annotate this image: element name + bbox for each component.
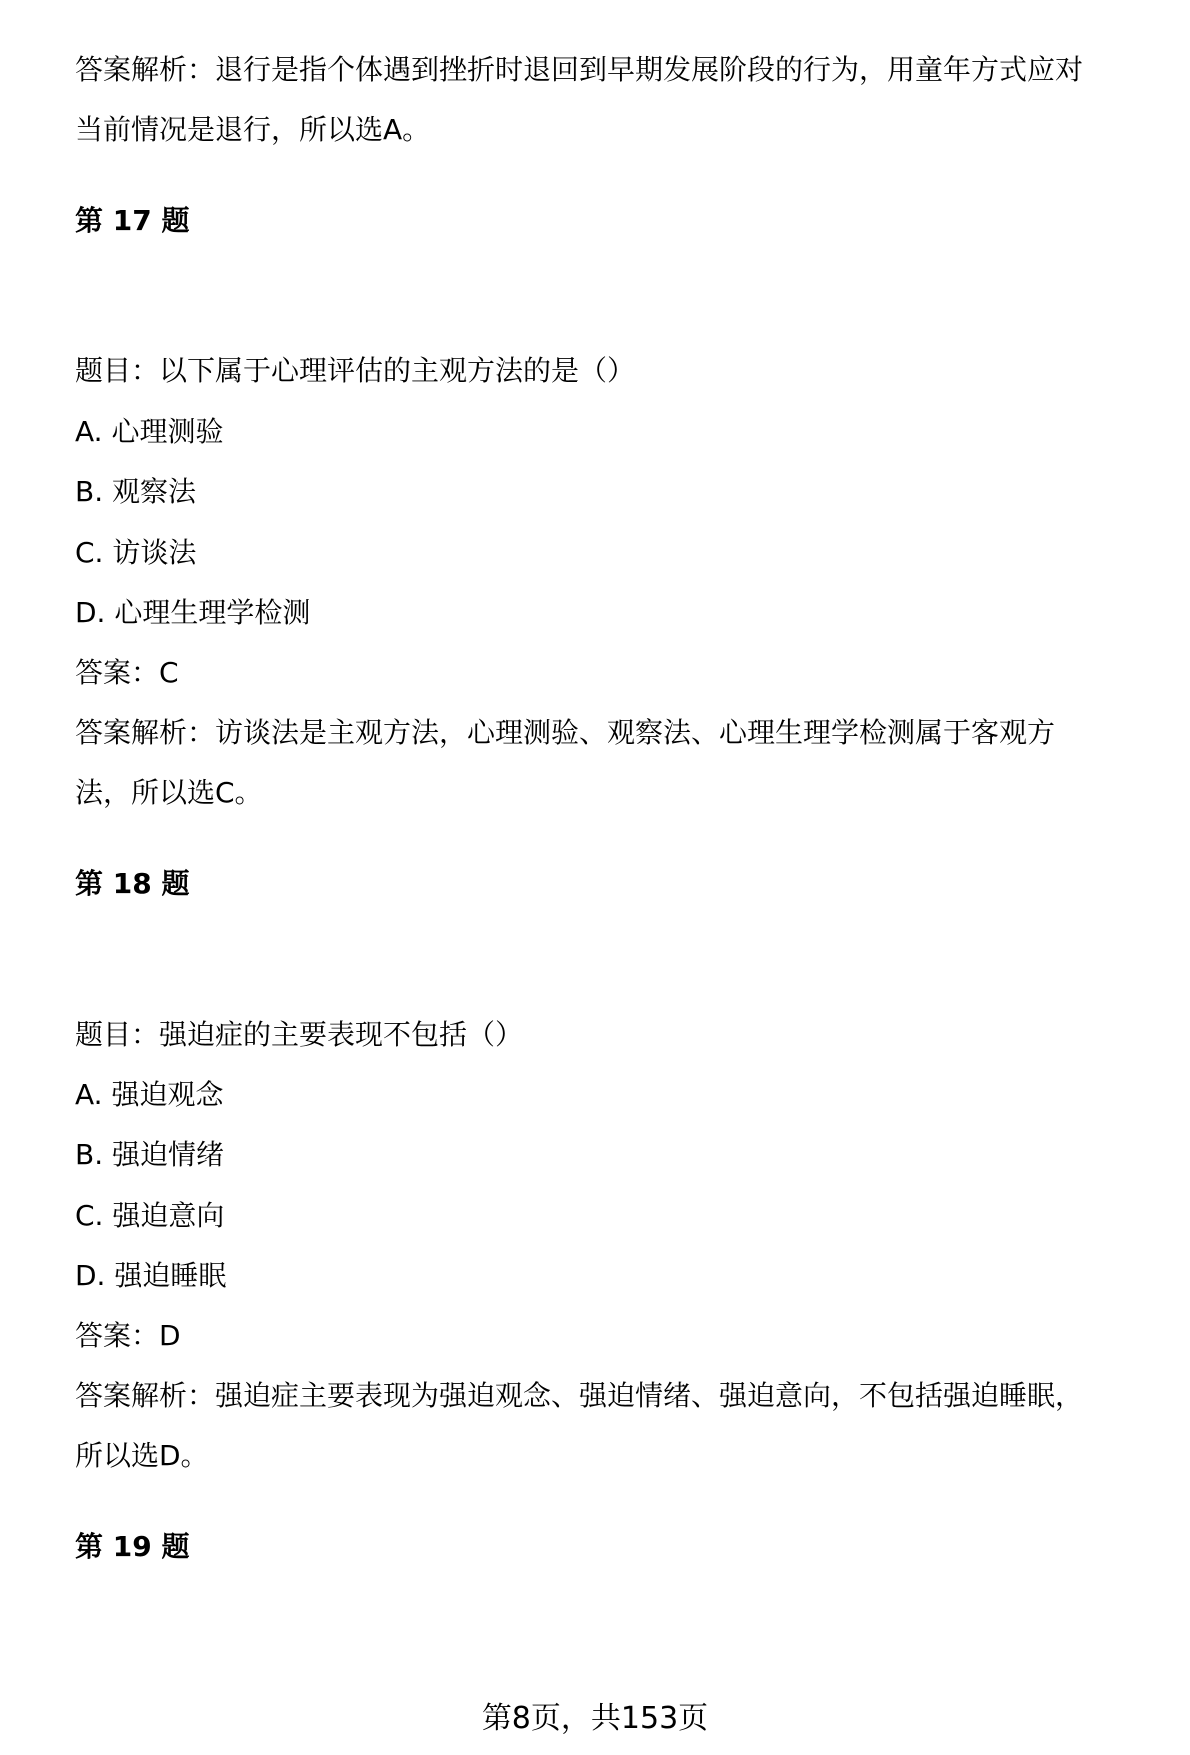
option-d: D. 强迫睡眠	[75, 1259, 227, 1292]
explanation-text: 答案解析：强迫症主要表现为强迫观念、强迫情绪、强迫意向，不包括强迫睡眠，	[75, 1379, 1084, 1412]
explanation-text: 当前情况是退行，所以选A。	[75, 113, 431, 146]
explanation-text: 所以选D。	[75, 1439, 209, 1472]
question-stem: 题目：强迫症的主要表现不包括（）	[75, 1018, 524, 1051]
option-b: B. 观察法	[75, 475, 197, 508]
option-c: C. 访谈法	[75, 536, 197, 569]
explanation-text: 法，所以选C。	[75, 776, 263, 809]
question-heading: 第 19 题	[75, 1530, 190, 1563]
option-c: C. 强迫意向	[75, 1199, 225, 1232]
question-heading: 第 17 题	[75, 204, 190, 237]
question-heading: 第 18 题	[75, 867, 190, 900]
option-b: B. 强迫情绪	[75, 1138, 225, 1171]
option-a: A. 强迫观念	[75, 1078, 224, 1111]
option-d: D. 心理生理学检测	[75, 596, 311, 629]
explanation-text: 答案解析：访谈法是主观方法，心理测验、观察法、心理生理学检测属于客观方	[75, 716, 1056, 749]
page-indicator: 第8页，共153页	[481, 1701, 709, 1736]
question-stem: 题目：以下属于心理评估的主观方法的是（）	[75, 354, 636, 387]
answer-text: 答案：C	[75, 656, 179, 689]
option-a: A. 心理测验	[75, 415, 224, 448]
explanation-text: 答案解析：退行是指个体遇到挫折时退回到早期发展阶段的行为，用童年方式应对	[75, 53, 1084, 86]
answer-text: 答案：D	[75, 1319, 181, 1352]
